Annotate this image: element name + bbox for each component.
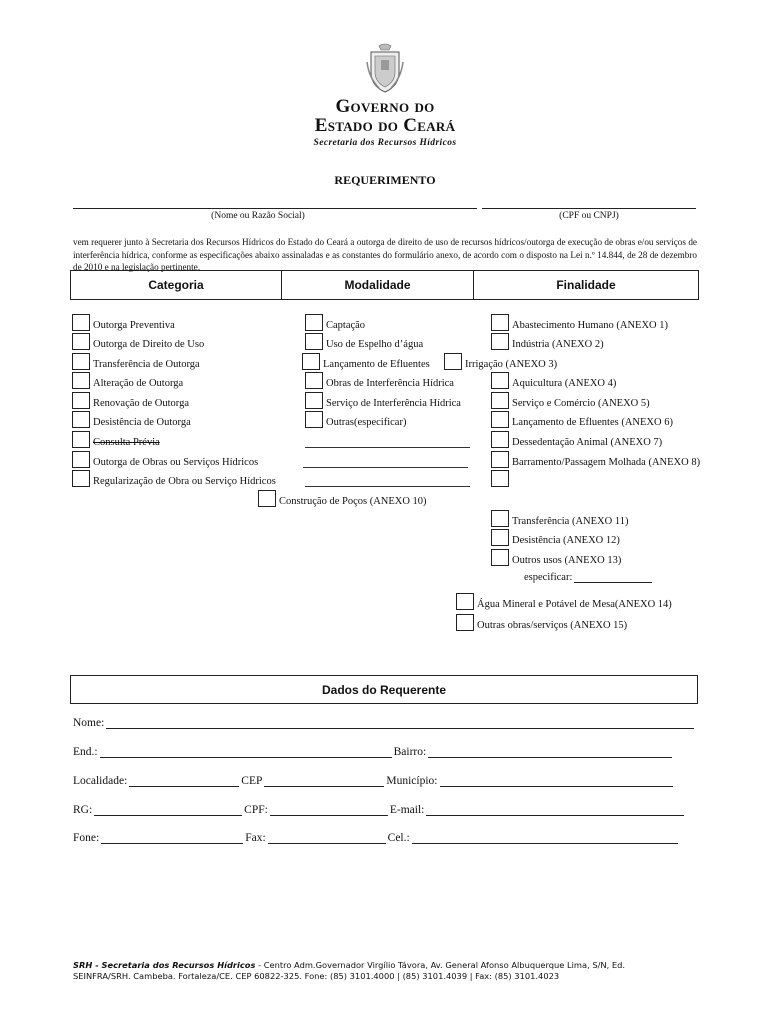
option-blank-finalidade[interactable] (491, 470, 512, 487)
checkbox[interactable] (72, 411, 90, 428)
checkbox[interactable] (491, 529, 509, 546)
option-outros-usos[interactable]: Outros usos (ANEXO 13) (491, 549, 621, 566)
cel-input[interactable] (412, 833, 678, 844)
secretariat-subtitle: Secretaria dos Recursos Hídricos (313, 138, 457, 148)
modalidade-specify-line-3[interactable] (305, 486, 470, 487)
option-renovacao-outorga[interactable]: Renovação de Outorga (72, 392, 189, 409)
option-servico-interferencia[interactable]: Serviço de Interferência Hídrica (305, 392, 461, 409)
option-consulta-previa[interactable]: Consulta Prévia (72, 431, 160, 448)
footer-address (73, 960, 713, 982)
field-rg[interactable]: RG: CPF: E-mail: (73, 804, 686, 816)
option-lancamento-efluentes-mod[interactable]: Lançamento de Efluentes (302, 353, 430, 370)
checkbox[interactable] (72, 451, 90, 468)
intro-paragraph: vem requerer junto à Secretaria dos Recursos Hídricos do Estado do Ceará a outorga de direito de uso de recursos hídricos/outorga de execução de obras e/ou serviços de interferência hídrica, conforme as especificações abaixo assinaladas e as constantes do formulário anexo, de acordo com o disposto na Lei n.º 14.844, de 28 de dezembro de 2010 e na legislação pertinente. (73, 237, 697, 272)
option-outras-especificar[interactable]: Outras(especificar) (305, 411, 406, 428)
option-desistencia-outorga[interactable]: Desistência de Outorga (72, 411, 191, 428)
checkbox[interactable] (258, 490, 276, 507)
checkbox[interactable] (302, 353, 320, 370)
option-transferencia-outorga[interactable]: Transferência de Outorga (72, 353, 200, 370)
option-alteracao-outorga[interactable]: Alteração de Outorga (72, 372, 183, 389)
checkbox[interactable] (491, 314, 509, 331)
option-espelho-agua[interactable]: Uso de Espelho d’água (305, 333, 423, 350)
checkbox[interactable] (305, 411, 323, 428)
checkbox[interactable] (491, 470, 509, 487)
checkbox[interactable] (305, 392, 323, 409)
checkbox[interactable] (72, 314, 90, 331)
checkbox[interactable] (72, 372, 90, 389)
fone-input[interactable] (101, 833, 243, 844)
nome-input[interactable] (106, 718, 694, 729)
header-modalidade: Modalidade (281, 270, 474, 300)
option-obras-interferencia[interactable]: Obras de Interferência Hídrica (305, 372, 454, 389)
option-abastecimento-humano[interactable]: Abastecimento Humano (ANEXO 1) (491, 314, 668, 331)
option-outorga-obras[interactable]: Outorga de Obras ou Serviços Hídricos (72, 451, 258, 468)
end-input[interactable] (100, 747, 392, 758)
field-endereco[interactable]: End.: Bairro: (73, 746, 674, 758)
checkbox[interactable] (456, 593, 474, 610)
option-regularizacao-obra[interactable]: Regularização de Obra ou Serviço Hídricos (72, 470, 276, 487)
option-agua-mineral[interactable]: Água Mineral e Potável de Mesa(ANEXO 14) (456, 593, 672, 610)
field-nome[interactable]: Nome: (73, 717, 696, 729)
checkbox[interactable] (491, 333, 509, 350)
checkbox[interactable] (305, 372, 323, 389)
page-title: REQUERIMENTO (334, 173, 436, 187)
option-servico-comercio[interactable]: Serviço e Comércio (ANEXO 5) (491, 392, 650, 409)
checkbox[interactable] (491, 549, 509, 566)
field-fone[interactable]: Fone: Fax: Cel.: (73, 832, 680, 844)
option-irrigacao[interactable]: Irrigação (ANEXO 3) (444, 353, 557, 370)
checkbox[interactable] (491, 392, 509, 409)
dados-section-title: Dados do Requerente (70, 675, 698, 704)
checkbox[interactable] (72, 470, 90, 487)
option-lancamento-efluentes-fin[interactable]: Lançamento de Efluentes (ANEXO 6) (491, 411, 673, 428)
checkbox[interactable] (491, 411, 509, 428)
email-input[interactable] (426, 805, 684, 816)
municipio-input[interactable] (440, 776, 673, 787)
header-categoria: Categoria (70, 270, 282, 300)
checkbox[interactable] (444, 353, 462, 370)
name-blank-line[interactable] (73, 208, 477, 209)
modalidade-specify-line-2[interactable] (303, 467, 468, 468)
option-outras-obras[interactable]: Outras obras/serviços (ANEXO 15) (456, 614, 627, 631)
option-industria[interactable]: Indústria (ANEXO 2) (491, 333, 604, 350)
localidade-input[interactable] (129, 776, 239, 787)
state-coat-of-arms-logo (365, 42, 405, 94)
rg-input[interactable] (94, 805, 242, 816)
footer-org: SRH - Secretaria dos Recursos Hídricos (73, 960, 256, 970)
footer-line2: SEINFRA/SRH. Cambeba. Fortaleza/CE. CEP 60822-325. Fone: (85) 3101.4000 | (85) 3101.4039 | Fax: (85) 3101.4023 (73, 971, 560, 981)
checkbox[interactable] (72, 392, 90, 409)
government-name-line1: Governo do (335, 96, 435, 117)
checkbox[interactable] (305, 333, 323, 350)
cpf-caption: (CPF ou CNPJ) (559, 211, 619, 221)
modalidade-specify-line-1[interactable] (305, 447, 470, 448)
option-transferencia[interactable]: Transferência (ANEXO 11) (491, 510, 628, 527)
option-aquicultura[interactable]: Aquicultura (ANEXO 4) (491, 372, 616, 389)
option-outorga-preventiva[interactable]: Outorga Preventiva (72, 314, 175, 331)
checkbox[interactable] (491, 372, 509, 389)
field-localidade[interactable]: Localidade: CEP Município: (73, 775, 675, 787)
option-dessedentacao-animal[interactable]: Dessedentação Animal (ANEXO 7) (491, 431, 662, 448)
checkbox[interactable] (305, 314, 323, 331)
especificar-label: especificar: (524, 572, 654, 583)
cep-input[interactable] (264, 776, 384, 787)
option-desistencia[interactable]: Desistência (ANEXO 12) (491, 529, 620, 546)
especificar-blank[interactable] (574, 572, 652, 583)
checkbox[interactable] (72, 333, 90, 350)
footer-line1: - Centro Adm.Governador Virgílio Távora, Av. General Afonso Albuquerque Lima, S/N, Ed. (255, 960, 626, 970)
option-captacao[interactable]: Captação (305, 314, 365, 331)
option-construcao-pocos[interactable]: Construção de Poços (ANEXO 10) (258, 490, 427, 507)
government-name-line2: Estado do Ceará (314, 115, 456, 136)
checkbox[interactable] (491, 510, 509, 527)
cpf-input[interactable] (270, 805, 388, 816)
checkbox[interactable] (491, 431, 509, 448)
fax-input[interactable] (268, 833, 386, 844)
option-barramento[interactable]: Barramento/Passagem Molhada (ANEXO 8) (491, 451, 700, 468)
name-caption: (Nome ou Razão Social) (211, 211, 305, 221)
checkbox[interactable] (72, 431, 90, 448)
cpf-blank-line[interactable] (482, 208, 696, 209)
bairro-input[interactable] (428, 747, 672, 758)
checkbox[interactable] (72, 353, 90, 370)
checkbox[interactable] (491, 451, 509, 468)
checkbox[interactable] (456, 614, 474, 631)
option-outorga-direito-uso[interactable]: Outorga de Direito de Uso (72, 333, 204, 350)
header-finalidade: Finalidade (473, 270, 699, 300)
